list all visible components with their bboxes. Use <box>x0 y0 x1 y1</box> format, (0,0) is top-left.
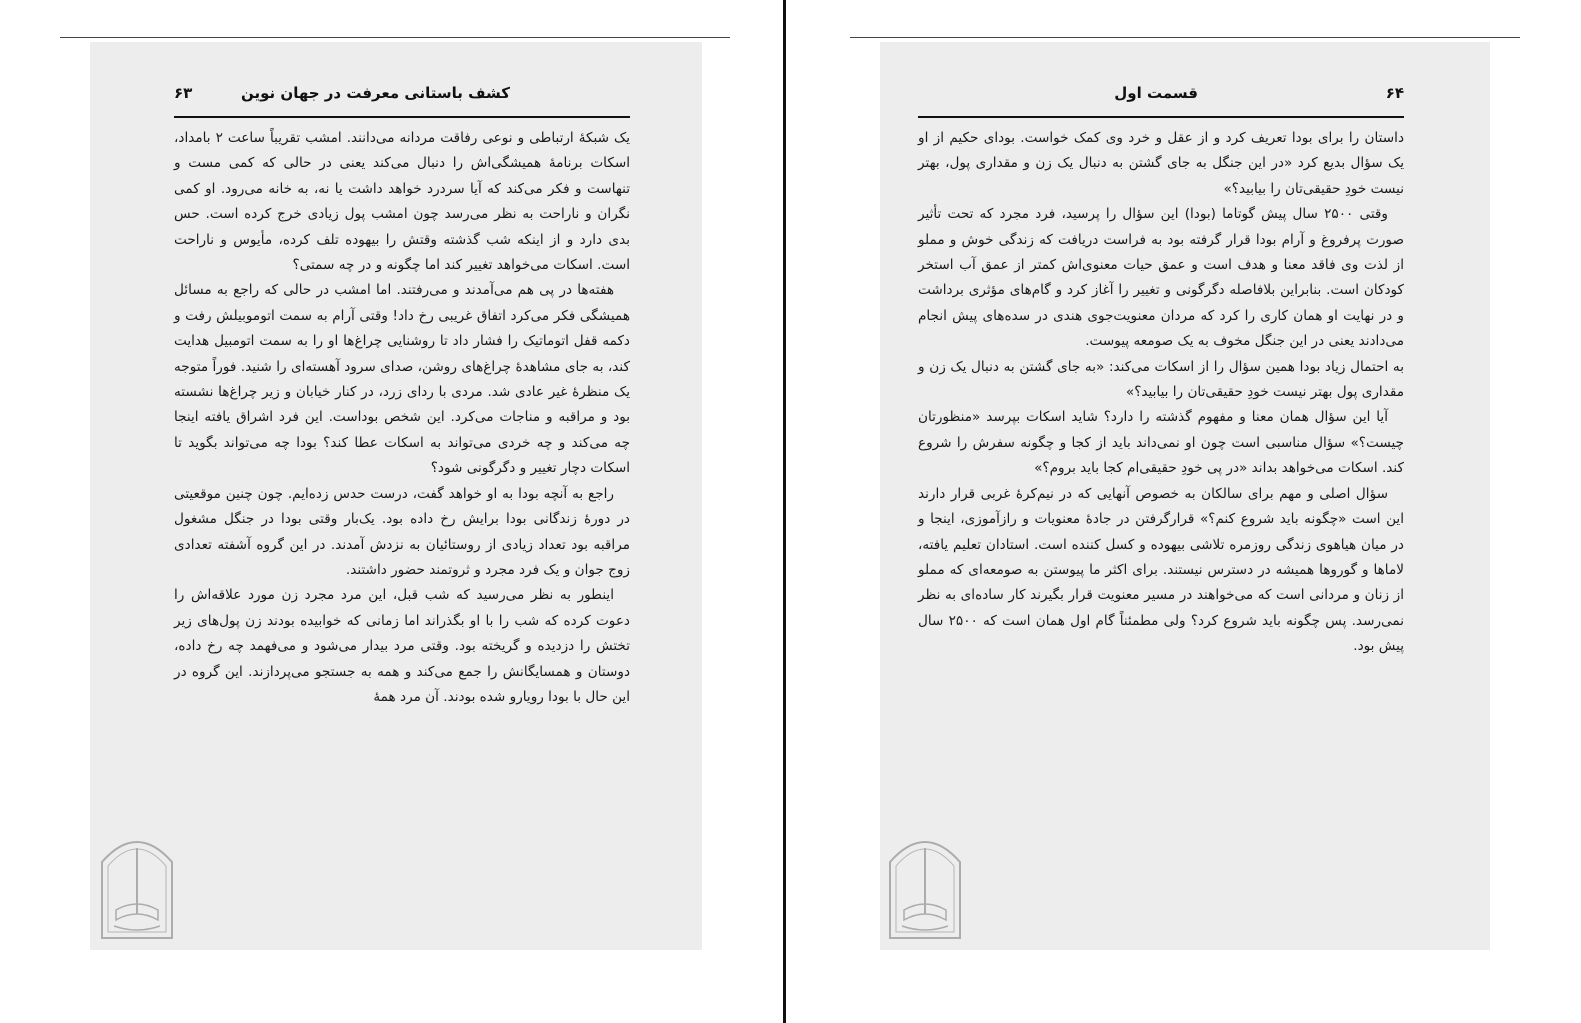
left-running-title: کشف باستانی معرفت در جهان نوین <box>241 84 510 102</box>
right-top-rule <box>850 37 1520 38</box>
left-header-rule <box>174 116 630 118</box>
left-paragraph-3: راجع به آنچه بودا به او خواهد گفت، درست حدس زده‌ایم. چون چنین موقعیتی در دورهٔ زندگانی بودا برایش رخ داده بود. یک‌بار وقتی بودا در جنگل مشغول مراقبه بود تعداد زیادی از روستائیان به نزدش آمدند. در این گروه آشفته تعدادی زوج جوان و یک فرد مجرد و ثروتمند حضور داشتند. <box>174 485 630 578</box>
spine-divider <box>783 0 786 1023</box>
left-paragraph-2: هفته‌ها در پی هم می‌آمدند و می‌رفتند. اما امشب در حالی که راجع به مسائل همیشگی فکر می‌کرد اتفاق غریبی رخ داد! وقتی آرام به سمت اتوموبیلش رفت و دکمه قفل اتوماتیک را فشار داد تا روشنایی چراغ‌ها او را به سمت اتومبیل هدایت کند، به جای مشاهدهٔ چراغ‌های روشن، صدای سرود آهسته‌ای را شنید. فوراً متوجه یک منظرهٔ غیر عادی شد. مردی با ردای زرد، در کنار خیابان و زیر چراغ‌ها نشسته بود و مراقبه و مناجات می‌کرد. این شخص بوداست. این فرد اشراق یافته اینجا چه می‌کند و چه خردی می‌تواند به اسکات عطا کند؟ بودا چه می‌تواند بگوید تا اسکات دچار تغییر و دگرگونی شود؟ <box>174 282 630 477</box>
library-seal-icon <box>882 818 968 942</box>
right-header-rule <box>918 116 1404 118</box>
right-page <box>880 42 1490 950</box>
left-page-number: ۶۳ <box>174 84 193 102</box>
left-page-body <box>174 126 630 710</box>
left-page-header <box>174 84 630 108</box>
left-top-rule <box>60 37 730 38</box>
left-paragraph-1: یک شبکهٔ ارتباطی و نوعی رفاقت مردانه می‌دانند. امشب تقریباً ساعت ۲ بامداد، اسکات برنامهٔ همیشگی‌اش را دنبال می‌کند یعنی در حالی که کمی مست و تنهاست و فکر می‌کند که آیا سردرد خواهد داشت یا نه، به خانه می‌رود. او کمی نگران و ناراحت به نظر می‌رسد چون امشب پول زیادی خرج کرده است. حس بدی دارد و از اینکه شب گذشته وقتش را بیهوده تلف کرده، مأیوس و ناراحت است. اسکات می‌خواهد تغییر کند اما چگونه و در چه سمتی؟ <box>174 130 630 274</box>
right-page-body <box>918 126 1404 660</box>
left-paragraph-4: اینطور به نظر می‌رسید که شب قبل، این مرد مجرد زن مورد علاقه‌اش را دعوت کرده که شب را با او بگذراند اما زمانی که خوابیده بودند زن پول‌های زیر تختش را دزدیده و گریخته بود. وقتی مرد بیدار می‌شود و می‌فهمد چه رخ داده، دوستان و همسایگانش را جمع می‌کند و همه به جستجو می‌پردازند. این گروه در این حال با بودا رویارو شده بودند. آن مرد همهٔ <box>174 587 630 705</box>
right-paragraph-4: آیا این سؤال همان معنا و مفهوم گذشته را دارد؟ شاید اسکات بپرسد «منظورتان چیست؟» سؤال مناسبی است چون او نمی‌داند باید از کجا و چگونه سفرش را شروع کند. اسکات می‌خواهد بداند «در پی خودِ حقیقی‌ام کجا باید بروم؟» <box>918 409 1404 477</box>
right-paragraph-5: سؤال اصلی و مهم برای سالکان به خصوص آنهایی که در نیم‌کرهٔ غربی قرار دارند این است «چگونه باید شروع کنم؟» قرارگرفتن در جادهٔ معنویات و رازآموزی، اینجا و در میان هیاهوی زندگی روزمره تلاشی بیهوده و کسل کننده است. استادان تعلیم یافته، لاماها و گوروها همیشه در دسترس نیستند. برای اکثر ما پیوستن به صومعه‌ای که مملو از زنان و مردانی است که می‌خواهند در مسیر معنویت قرار بگیرند کار ساده‌ای به نظر نمی‌رسد. پس چگونه باید شروع کرد؟ ولی مطمئناً گام اول همان است که ۲۵۰۰ سال پیش بود. <box>918 485 1404 655</box>
right-paragraph-2: وقتی ۲۵۰۰ سال پیش گوتاما (بودا) این سؤال را پرسید، فرد مجرد که تحت تأثیر صورت پرفروغ و آرام بودا قرار گرفته بود به فراست دریافت که زندگی خوش و مملو از لذت وی فاقد معنا و هدف است و عمق حیات معنوی‌اش کمتر از عمق آب استخر کودکان است. بنابراین بلافاصله دگرگونی و تغییر را آغاز کرد و گام‌های مؤثری برداشت و در نهایت او همان کاری را کرد که مردان معنویت‌جوی هندی در سده‌های پیش انجام می‌دادند یعنی در این جنگل مخوف به یک صومعه پیوست. <box>918 206 1404 350</box>
right-page-number: ۶۴ <box>1385 84 1404 102</box>
right-paragraph-1: داستان را برای بودا تعریف کرد و از عقل و خرد وی کمک خواست. بودای حکیم از او یک سؤال بدیع کرد «در این جنگل به جای گشتن به دنبال یک زن و مقداری پول، بهتر نیست خودِ حقیقی‌تان را بیابید؟» <box>918 130 1404 197</box>
library-seal-icon <box>94 818 180 942</box>
right-page-header <box>918 84 1404 108</box>
right-running-title: قسمت اول <box>1114 84 1198 102</box>
right-paragraph-3: به احتمال زیاد بودا همین سؤال را از اسکات می‌کند: «به جای گشتن به دنبال یک زن و مقداری پول بهتر نیست خودِ حقیقی‌تان را بیابید؟» <box>918 358 1404 401</box>
left-page <box>90 42 702 950</box>
